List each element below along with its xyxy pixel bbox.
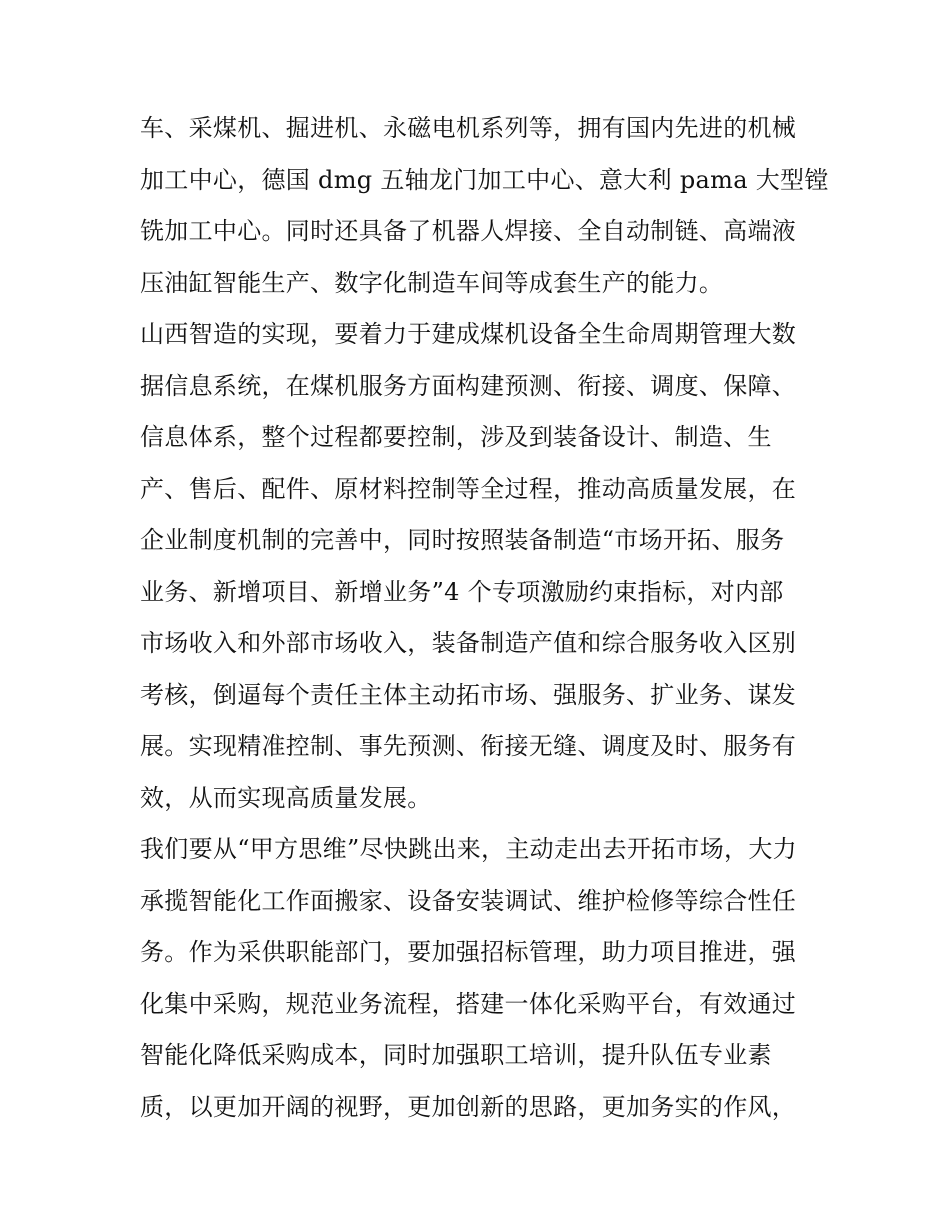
text-line: 信息体系，整个过程都要控制，涉及到装备设计、制造、生 xyxy=(140,423,772,451)
text-line: 效，从而实现高质量发展。 xyxy=(140,783,432,812)
text-line: 铣加工中心。同时还具备了机器人焊接、全自动制链、高端液 xyxy=(140,217,797,245)
text-line: 据信息系统，在煤机服务方面构建预测、衔接、调度、保障、 xyxy=(140,371,797,400)
text-line: 务。作为采供职能部门，要加强招标管理，助力项目推进，强 xyxy=(140,938,797,966)
text-line: 我们要从“甲方思维”尽快跳出来，主动走出去开拓市场，大力 xyxy=(140,835,797,863)
text-line: 市场收入和外部市场收入，装备制造产值和综合服务收入区别 xyxy=(140,629,797,657)
text-line: 企业制度机制的完善中，同时按照装备制造“市场开拓、服务 xyxy=(140,526,785,554)
text-line: 业务、新增项目、新增业务”4 个专项激励约束指标，对内部 xyxy=(140,577,784,606)
text-line: 产、售后、配件、原材料控制等全过程，推动高质量发展，在 xyxy=(140,474,797,503)
text-line: 山西智造的实现，要着力于建成煤机设备全生命周期管理大数 xyxy=(140,320,797,348)
text-line: 质，以更加开阔的视野，更加创新的思路，更加务实的作风， xyxy=(140,1092,797,1121)
text-line: 压油缸智能生产、数字化制造车间等成套生产的能力。 xyxy=(140,268,724,297)
text-line: 车、采煤机、掘进机、永磁电机系列等，拥有国内先进的机械 xyxy=(140,114,797,142)
text-line: 承揽智能化工作面搬家、设备安装调试、维护检修等综合性任 xyxy=(140,886,797,915)
text-line: 智能化降低采购成本，同时加强职工培训，提升队伍专业素 xyxy=(140,1041,772,1069)
text-line: 考核，倒逼每个责任主体主动拓市场、强服务、扩业务、谋发 xyxy=(140,680,797,709)
text-line: 展。实现精准控制、事先预测、衔接无缝、调度及时、服务有 xyxy=(140,732,797,760)
document-body xyxy=(140,103,829,1133)
paragraph-3 xyxy=(140,824,820,1133)
text-line: 加工中心，德国 dmg 五轴龙门加工中心、意大利 pama 大型镗 xyxy=(140,165,829,194)
paragraph-1 xyxy=(140,103,829,309)
text-line: 化集中采购，规范业务流程，搭建一体化采购平台，有效通过 xyxy=(140,989,797,1018)
paragraph-2 xyxy=(140,309,820,824)
